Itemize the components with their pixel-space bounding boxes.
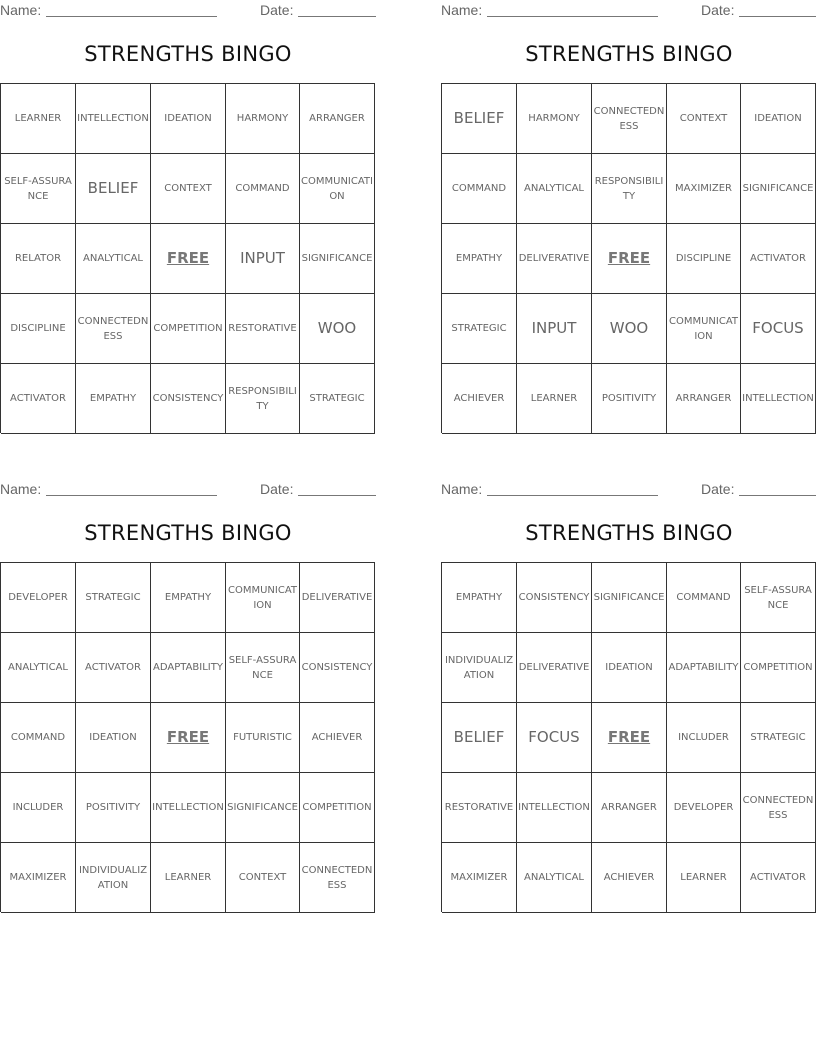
bingo-cell: RESTORATIVE <box>226 294 300 364</box>
name-field[interactable] <box>487 16 658 17</box>
bingo-cell: ADAPTABILITY <box>151 633 226 703</box>
bingo-cell: DEVELOPER <box>667 773 741 843</box>
bingo-cell: INPUT <box>226 224 300 294</box>
free-space-cell: FREE <box>151 703 226 773</box>
bingo-cell: RESPONSIBILITY <box>592 154 667 224</box>
name-field[interactable] <box>487 495 658 496</box>
bingo-cell: CONNECTEDNESS <box>592 84 667 154</box>
bingo-cell: STRATEGIC <box>76 563 151 633</box>
bingo-cell: SIGNIFICANCE <box>226 773 300 843</box>
bingo-cell: COMMUNICATION <box>226 563 300 633</box>
bingo-cell: STRATEGIC <box>300 364 375 434</box>
bingo-cell: DEVELOPER <box>1 563 76 633</box>
bingo-cell: BELIEF <box>76 154 151 224</box>
bingo-cell: POSITIVITY <box>592 364 667 434</box>
bingo-cell: ACTIVATOR <box>76 633 151 703</box>
bingo-card-1 <box>0 0 376 432</box>
bingo-cell: WOO <box>592 294 667 364</box>
bingo-cell: EMPATHY <box>76 364 151 434</box>
bingo-cell: INTELLECTION <box>151 773 226 843</box>
bingo-grid <box>0 83 375 433</box>
bingo-cell: INTELLECTION <box>517 773 592 843</box>
bingo-cell: ANALYTICAL <box>517 154 592 224</box>
bingo-cell: POSITIVITY <box>76 773 151 843</box>
bingo-cell: STRATEGIC <box>741 703 816 773</box>
name-label: Name: <box>0 2 42 18</box>
name-label: Name: <box>0 481 42 497</box>
date-label: Date: <box>701 2 735 18</box>
bingo-cell: HARMONY <box>517 84 592 154</box>
card-title: STRENGTHS BINGO <box>525 42 733 66</box>
bingo-cell: CONNECTEDNESS <box>300 843 375 913</box>
bingo-cell: COMPETITION <box>741 633 816 703</box>
bingo-cell: ACHIEVER <box>300 703 375 773</box>
bingo-cell: LEARNER <box>517 364 592 434</box>
card-header <box>441 2 816 20</box>
card-header <box>0 481 376 499</box>
card-title: STRENGTHS BINGO <box>84 42 292 66</box>
bingo-cell: FOCUS <box>517 703 592 773</box>
bingo-cell: CONTEXT <box>667 84 741 154</box>
bingo-grid <box>441 83 816 433</box>
card-header <box>441 481 816 499</box>
bingo-cell: INDIVIDUALIZATION <box>442 633 517 703</box>
name-label: Name: <box>441 481 483 497</box>
bingo-cell: COMMAND <box>226 154 300 224</box>
bingo-cell: CONSISTENCY <box>517 563 592 633</box>
card-header <box>0 2 376 20</box>
bingo-cell: SELF-ASSURANCE <box>226 633 300 703</box>
bingo-cell: COMMAND <box>667 563 741 633</box>
bingo-cell: DISCIPLINE <box>1 294 76 364</box>
bingo-cell: FUTURISTIC <box>226 703 300 773</box>
bingo-cell: WOO <box>300 294 375 364</box>
bingo-cell: CONNECTEDNESS <box>741 773 816 843</box>
bingo-card-4 <box>441 479 816 911</box>
bingo-cell: EMPATHY <box>442 224 517 294</box>
bingo-cell: DELIVERATIVE <box>300 563 375 633</box>
bingo-cell: ANALYTICAL <box>76 224 151 294</box>
bingo-cell: LEARNER <box>667 843 741 913</box>
card-title: STRENGTHS BINGO <box>84 521 292 545</box>
bingo-cell: CONSISTENCY <box>151 364 226 434</box>
bingo-cell: FOCUS <box>741 294 816 364</box>
free-space-cell: FREE <box>592 703 667 773</box>
bingo-cell: RELATOR <box>1 224 76 294</box>
date-field[interactable] <box>298 16 376 17</box>
bingo-cell: IDEATION <box>592 633 667 703</box>
bingo-cell: MAXIMIZER <box>442 843 517 913</box>
bingo-cell: EMPATHY <box>442 563 517 633</box>
bingo-cell: COMMUNICATION <box>667 294 741 364</box>
bingo-cell: IDEATION <box>151 84 226 154</box>
bingo-cell: COMPETITION <box>300 773 375 843</box>
bingo-grid <box>0 562 375 912</box>
bingo-cell: ACHIEVER <box>592 843 667 913</box>
bingo-cell: CONSISTENCY <box>300 633 375 703</box>
bingo-cell: CONNECTEDNESS <box>76 294 151 364</box>
bingo-cell: IDEATION <box>76 703 151 773</box>
bingo-cell: ARRANGER <box>300 84 375 154</box>
bingo-cell: INCLUDER <box>667 703 741 773</box>
card-title: STRENGTHS BINGO <box>525 521 733 545</box>
bingo-cell: HARMONY <box>226 84 300 154</box>
bingo-cell: MAXIMIZER <box>667 154 741 224</box>
bingo-card-2 <box>441 0 816 432</box>
bingo-cell: DELIVERATIVE <box>517 224 592 294</box>
bingo-cell: INPUT <box>517 294 592 364</box>
date-field[interactable] <box>739 16 816 17</box>
name-label: Name: <box>441 2 483 18</box>
bingo-cell: SIGNIFICANCE <box>741 154 816 224</box>
date-field[interactable] <box>739 495 816 496</box>
bingo-cell: ACTIVATOR <box>741 224 816 294</box>
bingo-cell: DISCIPLINE <box>667 224 741 294</box>
bingo-cell: INTELLECTION <box>76 84 151 154</box>
bingo-cell: CONTEXT <box>151 154 226 224</box>
bingo-cell: INDIVIDUALIZATION <box>76 843 151 913</box>
bingo-cell: SELF-ASSURANCE <box>1 154 76 224</box>
date-label: Date: <box>260 481 294 497</box>
bingo-cell: COMMAND <box>1 703 76 773</box>
bingo-cell: IDEATION <box>741 84 816 154</box>
bingo-cell: CONTEXT <box>226 843 300 913</box>
bingo-cell: ACTIVATOR <box>1 364 76 434</box>
date-field[interactable] <box>298 495 376 496</box>
bingo-cell: ACHIEVER <box>442 364 517 434</box>
bingo-cell: LEARNER <box>151 843 226 913</box>
bingo-cell: ACTIVATOR <box>741 843 816 913</box>
bingo-cell: BELIEF <box>442 84 517 154</box>
bingo-cell: ANALYTICAL <box>517 843 592 913</box>
bingo-cell: ANALYTICAL <box>1 633 76 703</box>
bingo-cell: ARRANGER <box>667 364 741 434</box>
name-field[interactable] <box>46 16 217 17</box>
bingo-cell: COMMAND <box>442 154 517 224</box>
bingo-cell: INTELLECTION <box>741 364 816 434</box>
bingo-cell: RESTORATIVE <box>442 773 517 843</box>
bingo-cell: RESPONSIBILITY <box>226 364 300 434</box>
bingo-cell: EMPATHY <box>151 563 226 633</box>
bingo-cell: DELIVERATIVE <box>517 633 592 703</box>
bingo-cell: ARRANGER <box>592 773 667 843</box>
free-space-cell: FREE <box>592 224 667 294</box>
bingo-cell: BELIEF <box>442 703 517 773</box>
bingo-cell: SELF-ASSURANCE <box>741 563 816 633</box>
date-label: Date: <box>701 481 735 497</box>
bingo-card-3 <box>0 479 376 911</box>
bingo-cell: ADAPTABILITY <box>667 633 741 703</box>
date-label: Date: <box>260 2 294 18</box>
bingo-cell: COMMUNICATION <box>300 154 375 224</box>
bingo-grid <box>441 562 816 912</box>
bingo-cell: MAXIMIZER <box>1 843 76 913</box>
bingo-cell: STRATEGIC <box>442 294 517 364</box>
name-field[interactable] <box>46 495 217 496</box>
bingo-cell: SIGNIFICANCE <box>300 224 375 294</box>
bingo-cell: COMPETITION <box>151 294 226 364</box>
bingo-cell: LEARNER <box>1 84 76 154</box>
free-space-cell: FREE <box>151 224 226 294</box>
bingo-cell: INCLUDER <box>1 773 76 843</box>
bingo-cell: SIGNIFICANCE <box>592 563 667 633</box>
